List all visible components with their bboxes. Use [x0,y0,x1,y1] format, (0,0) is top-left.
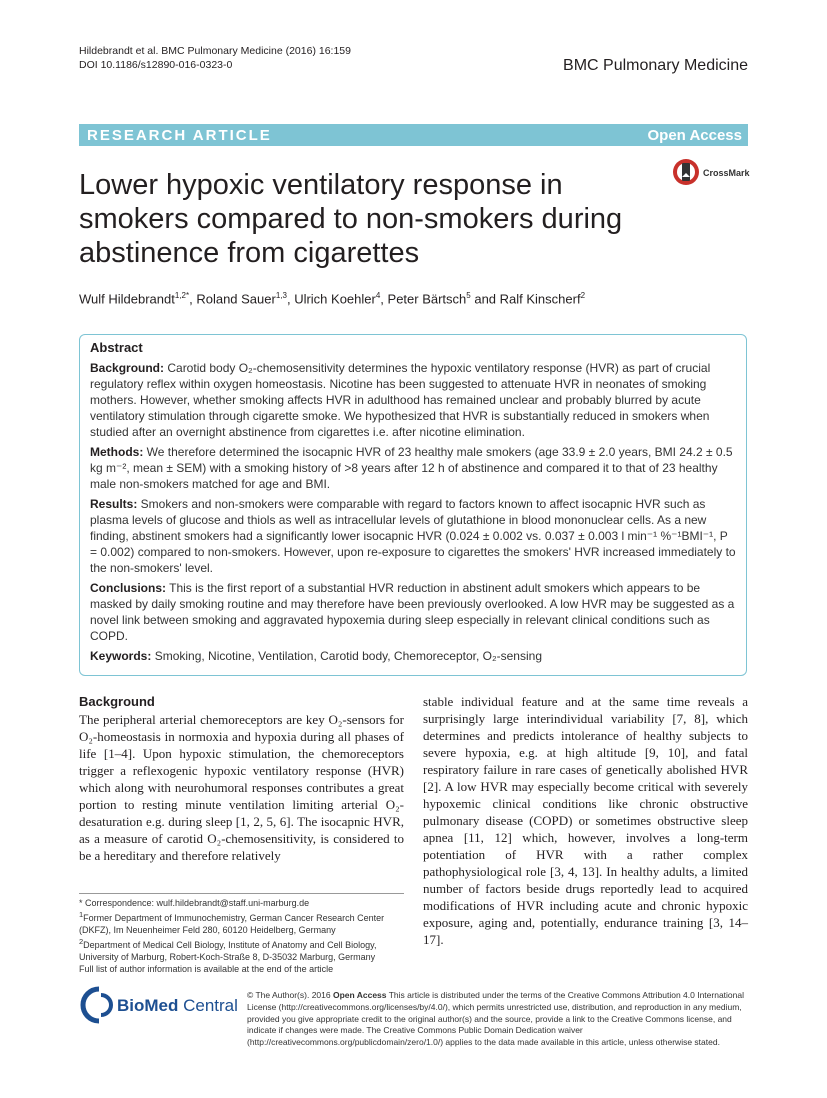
affiliation-text: Department of Medical Cell Biology, Institute of Anatomy and Cell Biology, University of Marburg, Robert-Koch-Straße 8, D-35032 Marburg, Germany [79,940,377,962]
abstract-conclusions [90,580,736,644]
abstract-heading: Abstract [90,340,143,355]
author-list [79,291,585,306]
abstract-box [79,334,747,676]
license-body: This article is distributed under the terms of the Creative Commons Attribution 4.0 International License (http://creativecommons.org/licenses/by/4.0/), which permits unrestricted use, distribution, and reproduction in any medium, provided you give appropriate credit to the original author(s) and the source, provide a link to the Creative Commons license, and indicate if changes were made. The Creative Commons Public Domain Dedication waiver (http://creativecommons.org/publicdomain/zero/1.0/) applies to the data made available in this article, unless otherwise stated. [247,990,745,1048]
section-text: Carotid body O₂-chemosensitivity determines the hypoxic ventilatory response (HVR) as part of crucial regulatory reflex within oxygen homeostasis. Nicotine has been suggested to attenuate HVR in neonates of smoking mothers. However, whether smoking affects HVR in adulthood has remained unclear and probably blurred by acute ventilatory stimulation through cigarette smoke. We hypothesized that HVR is substantially reduced in smokers when studied after an overnight abstinence from cigarettes i.e. after nicotine elimination. [90,361,711,439]
author-name: Wulf Hildebrandt [79,291,175,307]
article-type-banner [79,124,748,146]
footnote-divider [79,893,404,894]
abstract-methods [90,444,736,492]
crossmark-text: CrossMark [703,168,750,178]
logo-bio: BioMed [117,996,179,1015]
section-label: Methods: [90,445,144,459]
section-text: We therefore determined the isocapnic HVR of 23 healthy male smokers (age 33.9 ± 2.0 years, BMI 24.2 ± 0.5 kg m⁻², mean ± SEM) with a smoking history of >8 years after 12 h of abstinence and compared it to that of 23 healthy male non-smokers matched for age and BMI. [90,445,733,491]
journal-name: BMC Pulmonary Medicine [563,57,748,74]
section-label: Conclusions: [90,581,167,595]
full-author-info-note: Full list of author information is available at the end of the article [79,964,334,974]
crossmark-badge[interactable] [671,157,751,187]
doi-line: DOI 10.1186/s12890-016-0323-0 [79,59,233,71]
biomed-central-logo-icon [79,985,239,1025]
author-name: and Ralf Kinscherf [470,291,581,307]
citation-block [79,44,351,72]
author-affiliation-sup: 1,2* [174,291,190,300]
abstract-keywords [90,648,736,664]
section-text: Smoking, Nicotine, Ventilation, Carotid body, Chemoreceptor, O₂-sensing [151,649,542,663]
section-text: Smokers and non-smokers were comparable with regard to factors known to affect isocapnic HVR such as plasma levels of glucose and thiols as well as intracellular levels of glutathione in blood mononuclear cells. As a new finding, abstinent smokers had a significantly lower isocapnic HVR (0.024 ± 0.002 vs. 0.037 ± 0.003 l min⁻¹ %⁻¹BMI⁻¹, P = 0.002) compared to non-smokers. However, upon re-exposure to cigarettes the smokers' HVR increased immediately to the non-smokers' level. [90,497,736,575]
footnotes [79,897,409,975]
section-label: Background: [90,361,165,375]
section-label: Keywords: [90,649,152,663]
open-access-bold: Open Access [332,990,387,1000]
body-left-column [79,693,404,864]
license-text [247,990,747,1049]
correspondence-line[interactable]: * Correspondence: wulf.hildebrandt@staff.uni-marburg.de [79,898,310,908]
author-affiliation-sup: 5 [466,291,471,300]
body-paragraph: The peripheral arterial chemoreceptors are key O₂-sensors for O₂-homeostasis in normoxia and hypoxia during all phases of life [1–4]. Upon hypoxic stimulation, the chemoreceptors trigger a reflexogenic hypoxic ventilatory response (HVR) which along with neurohumoral responses contributes a great portion to resting minute ventilation limiting arterial O₂-desaturation e.g. during sleep [1, 2, 5, 6]. The isocapnic HVR, as a measure of carotid O₂-chemosensitivity, is considered to be a hereditary and therefore relatively [79,712,404,863]
affiliation-2 [79,936,409,963]
affiliation-sup: 2 [79,937,84,946]
affiliation-sup: 1 [79,910,84,919]
author-affiliation-sup: 2 [580,291,586,300]
author-affiliation-sup: 1,3 [275,291,287,300]
affiliation-text: Former Department of Immunochemistry, German Cancer Research Center (DKFZ), Im Neuenheimer Feld 280, 60120 Heidelberg, Germany [79,913,385,935]
author-affiliation-sup: 4 [375,291,381,300]
abstract-results [90,496,736,576]
body-paragraph: stable individual feature and at the same time reveals a surprisingly large interindividual variability [7, 8], which determines and predicts intolerance of healthy subjects to severe hypoxia, e.g. at high altitude [9, 10], and fatal respiratory failure in rare cases of genetically abolished HVR [2]. A low HVR may especially become critical with severely hypoxemic clinical conditions like chronic obstructive pulmonary disease (COPD) or sometimes obstructive sleep apnea [11, 12] which, however, involves a long-term potentiation of HVR with a rather complex pathophysiological role [3, 4, 13]. In healthy adults, a limited number of factors beside drugs reportedly lead to acquired modifications of HVR including acute and chronic hypoxic exposure, aging and, potentially, endurance training [3, 14–17]. [423,694,748,947]
author-name: , Ulrich Koehler [286,291,376,307]
logo-central: Central [178,996,238,1015]
biomed-central-logo [79,985,239,1025]
citation-line: Hildebrandt et al. BMC Pulmonary Medicine (2016) 16:159 [79,45,351,57]
open-access-label: Open Access [647,127,742,144]
body-right-column [423,693,748,948]
author-name: , Roland Sauer [189,291,276,307]
affiliation-1 [79,909,409,936]
crossmark-icon [671,157,751,187]
author-name: , Peter Bärtsch [380,291,467,307]
section-label: Results: [90,497,138,511]
article-type-label: RESEARCH ARTICLE [87,127,272,144]
svg-text:BioMed Central [117,996,238,1015]
section-heading-background: Background [79,694,155,709]
abstract-background [90,360,736,440]
section-text: This is the first report of a substantial HVR reduction in abstinent adult smokers which appears to be masked by daily smoking routine and may therefore have been previously overlooked. A low HVR may be suggested as a novel link between smoking and aggravated hypoxemia during sleep especially in relevant clinical conditions such as COPD. [90,581,735,643]
article-title: Lower hypoxic ventilatory response in smokers compared to non-smokers during abstinence from cigarettes [79,169,623,269]
copyright: © The Author(s). 2016 [247,990,333,1000]
